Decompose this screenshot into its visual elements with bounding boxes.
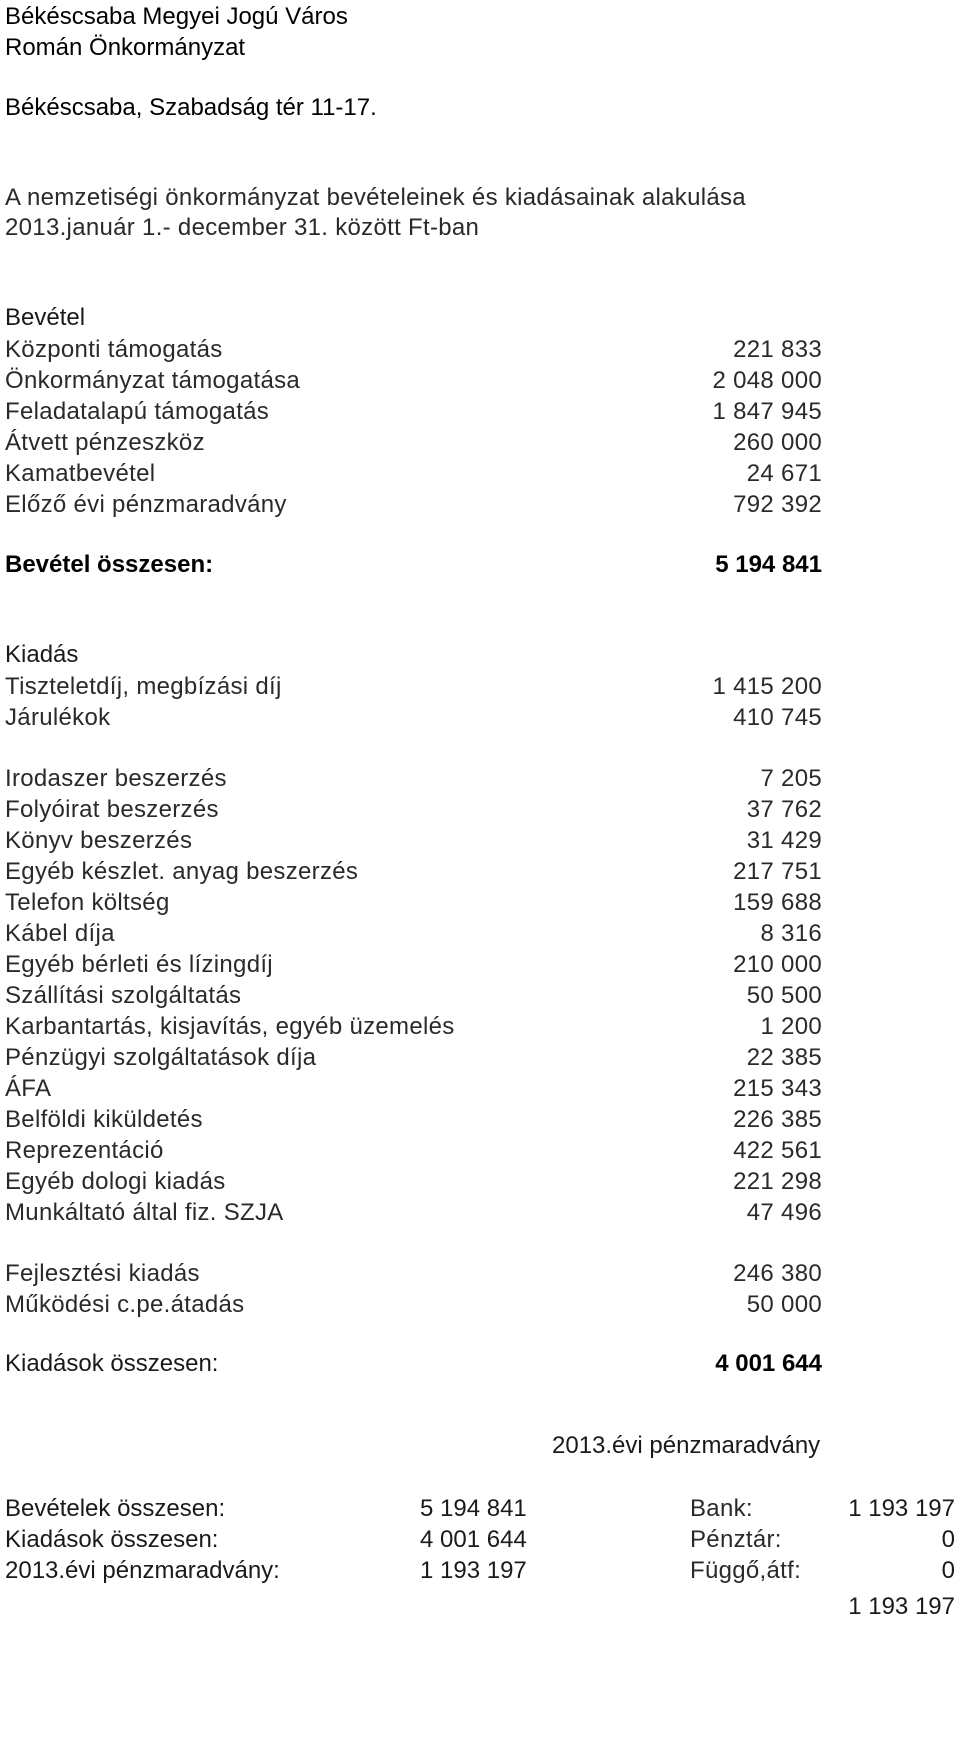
expense-item-label: Irodaszer beszerzés	[5, 765, 227, 792]
income-item-label: Feladatalapú támogatás	[5, 398, 270, 425]
expense-item-label: Folyóirat beszerzés	[5, 796, 219, 823]
org-name-line2: Román Önkormányzat	[5, 34, 246, 61]
expense-heading: Kiadás	[5, 641, 79, 668]
expense-item-value: 31 429	[746, 827, 822, 854]
expense-item-value: 217 751	[733, 858, 822, 885]
expense-item-value: 410 745	[733, 704, 822, 731]
expense-item-value: 159 688	[733, 889, 822, 916]
income-item-value: 2 048 000	[712, 367, 822, 394]
summary-side-value: 0	[941, 1526, 955, 1553]
expense-item-label: Működési c.pe.átadás	[5, 1291, 245, 1318]
income-total-label: Bevétel összesen:	[5, 551, 214, 578]
expense-item-value: 1 415 200	[712, 673, 822, 700]
summary-side-label: Bank:	[690, 1495, 753, 1522]
summary-heading: 2013.évi pénzmaradvány	[552, 1432, 821, 1459]
expense-item-value: 47 496	[746, 1199, 822, 1226]
expense-item-label: Egyéb dologi kiadás	[5, 1168, 226, 1195]
expense-item-value: 22 385	[746, 1044, 822, 1071]
income-item-value: 792 392	[733, 491, 822, 518]
summary-value: 5 194 841	[420, 1495, 527, 1522]
expense-item-label: Munkáltató által fiz. SZJA	[5, 1199, 284, 1226]
expense-item-label: ÁFA	[5, 1075, 52, 1102]
expense-item-value: 221 298	[733, 1168, 822, 1195]
expense-item-value: 226 385	[733, 1106, 822, 1133]
expense-item-label: Pénzügyi szolgáltatások díja	[5, 1044, 317, 1071]
expense-item-value: 37 762	[746, 796, 822, 823]
summary-value: 1 193 197	[420, 1557, 527, 1584]
expense-item-label: Járulékok	[5, 704, 111, 731]
income-item-label: Előző évi pénzmaradvány	[5, 491, 287, 518]
report-title-line2: 2013.január 1.- december 31. között Ft-ban	[5, 214, 480, 241]
income-item-value: 24 671	[746, 460, 822, 487]
report-title-line1: A nemzetiségi önkormányzat bevételeinek és kiadásainak alakulása	[5, 184, 746, 211]
expense-total-label: Kiadások összesen:	[5, 1350, 219, 1377]
expense-item-label: Tiszteletdíj, megbízási díj	[5, 673, 282, 700]
expense-item-value: 1 200	[760, 1013, 822, 1040]
address: Békéscsaba, Szabadság tér 11-17.	[5, 94, 377, 121]
summary-side-value: 1 193 197	[848, 1495, 955, 1522]
expense-item-label: Karbantartás, kisjavítás, egyéb üzemelés	[5, 1013, 455, 1040]
expense-item-label: Belföldi kiküldetés	[5, 1106, 203, 1133]
expense-item-label: Könyv beszerzés	[5, 827, 193, 854]
income-item-label: Átvett pénzeszköz	[5, 429, 205, 456]
summary-side-label: Pénztár:	[690, 1526, 782, 1553]
org-name-line1: Békéscsaba Megyei Jogú Város	[5, 3, 348, 30]
expense-item-label: Reprezentáció	[5, 1137, 164, 1164]
income-item-value: 260 000	[733, 429, 822, 456]
summary-label: Bevételek összesen:	[5, 1495, 226, 1522]
expense-item-value: 422 561	[733, 1137, 822, 1164]
expense-total-value: 4 001 644	[715, 1350, 822, 1377]
income-heading: Bevétel	[5, 304, 86, 331]
expense-item-value: 210 000	[733, 951, 822, 978]
expense-item-value: 7 205	[760, 765, 822, 792]
expense-item-label: Telefon költség	[5, 889, 170, 916]
expense-item-label: Egyéb készlet. anyag beszerzés	[5, 858, 359, 885]
income-item-label: Kamatbevétel	[5, 460, 156, 487]
income-item-value: 221 833	[733, 336, 822, 363]
expense-item-label: Egyéb bérleti és lízingdíj	[5, 951, 273, 978]
income-total-value: 5 194 841	[715, 551, 822, 578]
expense-item-label: Szállítási szolgáltatás	[5, 982, 242, 1009]
income-item-label: Központi támogatás	[5, 336, 223, 363]
expense-item-label: Kábel díja	[5, 920, 115, 947]
expense-item-label: Fejlesztési kiadás	[5, 1260, 200, 1287]
summary-value: 4 001 644	[420, 1526, 527, 1553]
income-item-value: 1 847 945	[712, 398, 822, 425]
expense-item-value: 50 500	[746, 982, 822, 1009]
summary-label: Kiadások összesen:	[5, 1526, 219, 1553]
expense-item-value: 50 000	[746, 1291, 822, 1318]
summary-side-label: Függő,átf:	[690, 1557, 802, 1584]
income-item-label: Önkormányzat támogatása	[5, 367, 301, 394]
expense-item-value: 8 316	[760, 920, 822, 947]
summary-side-total: 1 193 197	[848, 1593, 955, 1620]
expense-item-value: 215 343	[733, 1075, 822, 1102]
expense-item-value: 246 380	[733, 1260, 822, 1287]
summary-label: 2013.évi pénzmaradvány:	[5, 1557, 280, 1584]
summary-side-value: 0	[941, 1557, 955, 1584]
